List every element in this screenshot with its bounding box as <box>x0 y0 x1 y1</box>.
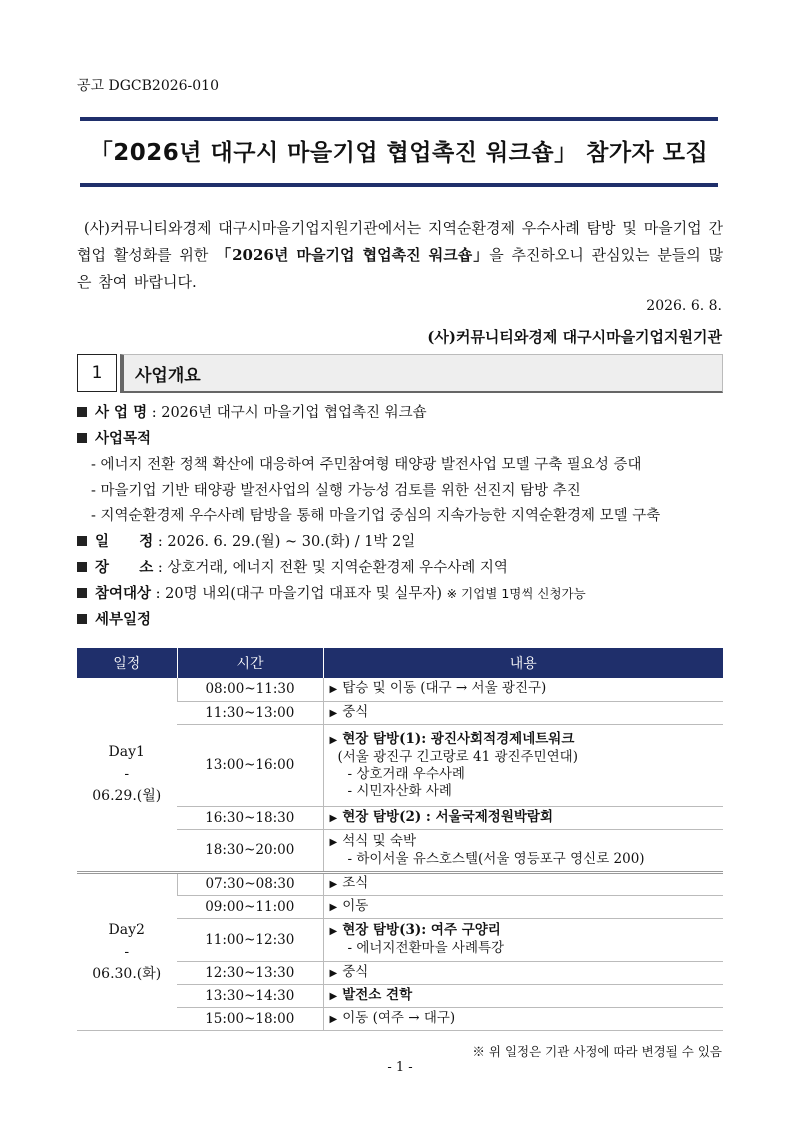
schedule-value: : 2026. 6. 29.(월) ~ 30.(화) / 1박 2일 <box>153 533 416 550</box>
triangle-bullet-icon: ▶ <box>329 812 338 824</box>
time-cell: 13:00~16:00 <box>177 724 323 806</box>
content-subitem: - 에너지전환마을 사례특강 <box>347 940 505 956</box>
place-item <box>77 556 737 582</box>
notice-number: 공고 DGCB2026-010 <box>77 78 219 94</box>
content-cell <box>323 701 723 724</box>
content-cell <box>323 678 723 701</box>
content-title: 현장 탐방(3): 여주 구양리 <box>342 922 501 938</box>
content-title: 이동 (여주 → 대구) <box>342 1009 456 1026</box>
intro-bold: 「2026년 마을기업 협업촉진 워크숍」 <box>216 246 490 264</box>
place-value: : 상호거래, 에너지 전환 및 지역순환경제 우수사례 지역 <box>153 559 508 576</box>
table-header-row <box>77 648 723 678</box>
target-item <box>77 582 737 608</box>
intro-paragraph <box>77 215 723 296</box>
time-cell: 13:30~14:30 <box>177 984 323 1007</box>
detail-schedule-label: 세부일정 <box>95 611 152 628</box>
schedule-label: 일 정 <box>95 533 154 550</box>
intro-text-2: 을 추진하오니 관심있는 분들의 많은 참여 바랍니다. <box>77 246 724 291</box>
day2-date: 06.30.(화) <box>92 965 162 982</box>
time-cell: 09:00~11:00 <box>177 895 323 918</box>
section-bar <box>120 354 723 393</box>
purpose-item <box>77 427 737 453</box>
purpose-line: - 마을기업 기반 태양광 발전사업의 실행 가능성 검토를 위한 선진지 탐방 추진 <box>91 482 581 499</box>
triangle-bullet-icon: ▶ <box>329 990 338 1002</box>
triangle-bullet-icon: ▶ <box>329 836 338 848</box>
square-bullet-icon <box>77 433 87 443</box>
content-title: 발전소 견학 <box>342 986 413 1003</box>
time-cell: 11:30~13:00 <box>177 701 323 724</box>
triangle-bullet-icon: ▶ <box>329 879 338 890</box>
purpose-line: - 지역순환경제 우수사례 탐방을 통해 마을기업 중심의 지속가능한 지역순환경제 모델 구축 <box>91 508 661 524</box>
content-title: 현장 탐방(1): 광진사회적경제네트워크 <box>342 730 575 747</box>
square-bullet-icon <box>77 588 87 598</box>
target-note: ※ 기업별 1명씩 신청가능 <box>446 585 586 601</box>
content-subitem: - 상호거래 우수사례 <box>347 765 465 782</box>
schedule-table <box>77 648 723 1031</box>
time-cell: 11:00~12:30 <box>177 918 323 961</box>
content-cell <box>323 1007 723 1030</box>
triangle-bullet-icon: ▶ <box>329 684 338 696</box>
schedule-change-note: ※ 위 일정은 기관 사정에 따라 변경될 수 있음 <box>472 1044 722 1059</box>
project-name-item <box>77 401 737 427</box>
section-header <box>77 354 723 392</box>
time-cell: 16:30~18:30 <box>177 806 323 829</box>
day1-date: 06.29.(월) <box>92 788 162 805</box>
content-cell <box>323 984 723 1007</box>
content-subitem: - 하이서울 유스호스텔(서울 영등포구 영신로 200) <box>347 850 645 867</box>
triangle-bullet-icon: ▶ <box>329 926 338 937</box>
table-row <box>77 872 723 895</box>
content-title: 중식 <box>342 963 369 980</box>
content-title: 석식 및 숙박 <box>342 832 416 849</box>
document-title: 「2026년 대구시 마을기업 협업촉진 워크숍」 참가자 모집 <box>89 140 709 166</box>
square-bullet-icon <box>77 614 87 624</box>
triangle-bullet-icon: ▶ <box>329 707 338 719</box>
content-address: (서울 광진구 긴고랑로 41 광진주민연대) <box>337 748 578 765</box>
square-bullet-icon <box>77 407 87 417</box>
time-cell: 12:30~13:30 <box>177 961 323 984</box>
intro-text-1: (사)커뮤니티와경제 대구시마을기업지원기관에서는 지역순환경제 우수사례 탐방 및 마을기업 간 협업 활성화를 위한 <box>77 219 723 264</box>
content-cell <box>323 961 723 984</box>
day1-label: Day1 <box>108 744 145 761</box>
content-subitem: - 시민자산화 사례 <box>347 782 452 799</box>
day2-cell <box>77 872 177 1030</box>
header-time: 시간 <box>177 648 323 678</box>
square-bullet-icon <box>77 562 87 572</box>
time-cell: 15:00~18:00 <box>177 1007 323 1030</box>
day2-dash: - <box>124 943 130 960</box>
section-number: 1 <box>77 354 117 392</box>
header-content: 내용 <box>323 648 723 678</box>
section-title: 사업개요 <box>135 366 201 386</box>
content-title: 탑승 및 이동 (대구 → 서울 광진구) <box>342 680 547 697</box>
day1-dash: - <box>124 766 130 783</box>
day1-cell <box>77 678 177 872</box>
notice-date: 2026. 6. 8. <box>646 298 722 314</box>
page-number: - 1 - <box>387 1060 413 1075</box>
header-day: 일정 <box>77 648 177 678</box>
content-cell <box>323 829 723 872</box>
time-cell: 18:30~20:00 <box>177 829 323 872</box>
schedule-item <box>77 530 737 556</box>
issuing-organization: (사)커뮤니티와경제 대구시마을기업지원기관 <box>427 328 722 346</box>
title-top-rule <box>80 117 718 121</box>
time-cell: 08:00~11:30 <box>177 678 323 701</box>
content-title: 이동 <box>342 897 369 914</box>
target-label: 참여대상 <box>95 585 152 602</box>
purpose-label: 사업목적 <box>95 431 152 447</box>
target-value: : 20명 내외(대구 마을기업 대표자 및 실무자) <box>151 585 447 602</box>
square-bullet-icon <box>77 536 87 546</box>
project-name-label: 사 업 명 <box>95 405 148 421</box>
triangle-bullet-icon: ▶ <box>329 901 338 913</box>
time-cell: 07:30~08:30 <box>177 872 323 895</box>
project-name-value: : 2026년 대구시 마을기업 협업촉진 워크숍 <box>147 405 427 421</box>
content-cell <box>323 918 723 961</box>
content-cell <box>323 806 723 829</box>
content-title: 조식 <box>342 875 369 891</box>
triangle-bullet-icon: ▶ <box>329 734 338 746</box>
purpose-line: - 에너지 전환 정책 확산에 대응하여 주민참여형 태양광 발전사업 모델 구축 필요성 증대 <box>91 457 642 473</box>
table-row <box>77 678 723 701</box>
overview-list <box>77 401 737 634</box>
content-title: 현장 탐방(2) : 서울국제정원박람회 <box>342 808 553 825</box>
content-cell <box>323 724 723 806</box>
content-title: 중식 <box>342 703 369 720</box>
content-cell <box>323 895 723 918</box>
triangle-bullet-icon: ▶ <box>329 967 338 979</box>
day2-label: Day2 <box>108 921 145 938</box>
content-cell <box>323 872 723 895</box>
triangle-bullet-icon: ▶ <box>329 1013 338 1025</box>
title-bottom-rule <box>80 183 718 187</box>
detail-schedule-item <box>77 608 737 634</box>
place-label: 장 소 <box>95 559 154 576</box>
